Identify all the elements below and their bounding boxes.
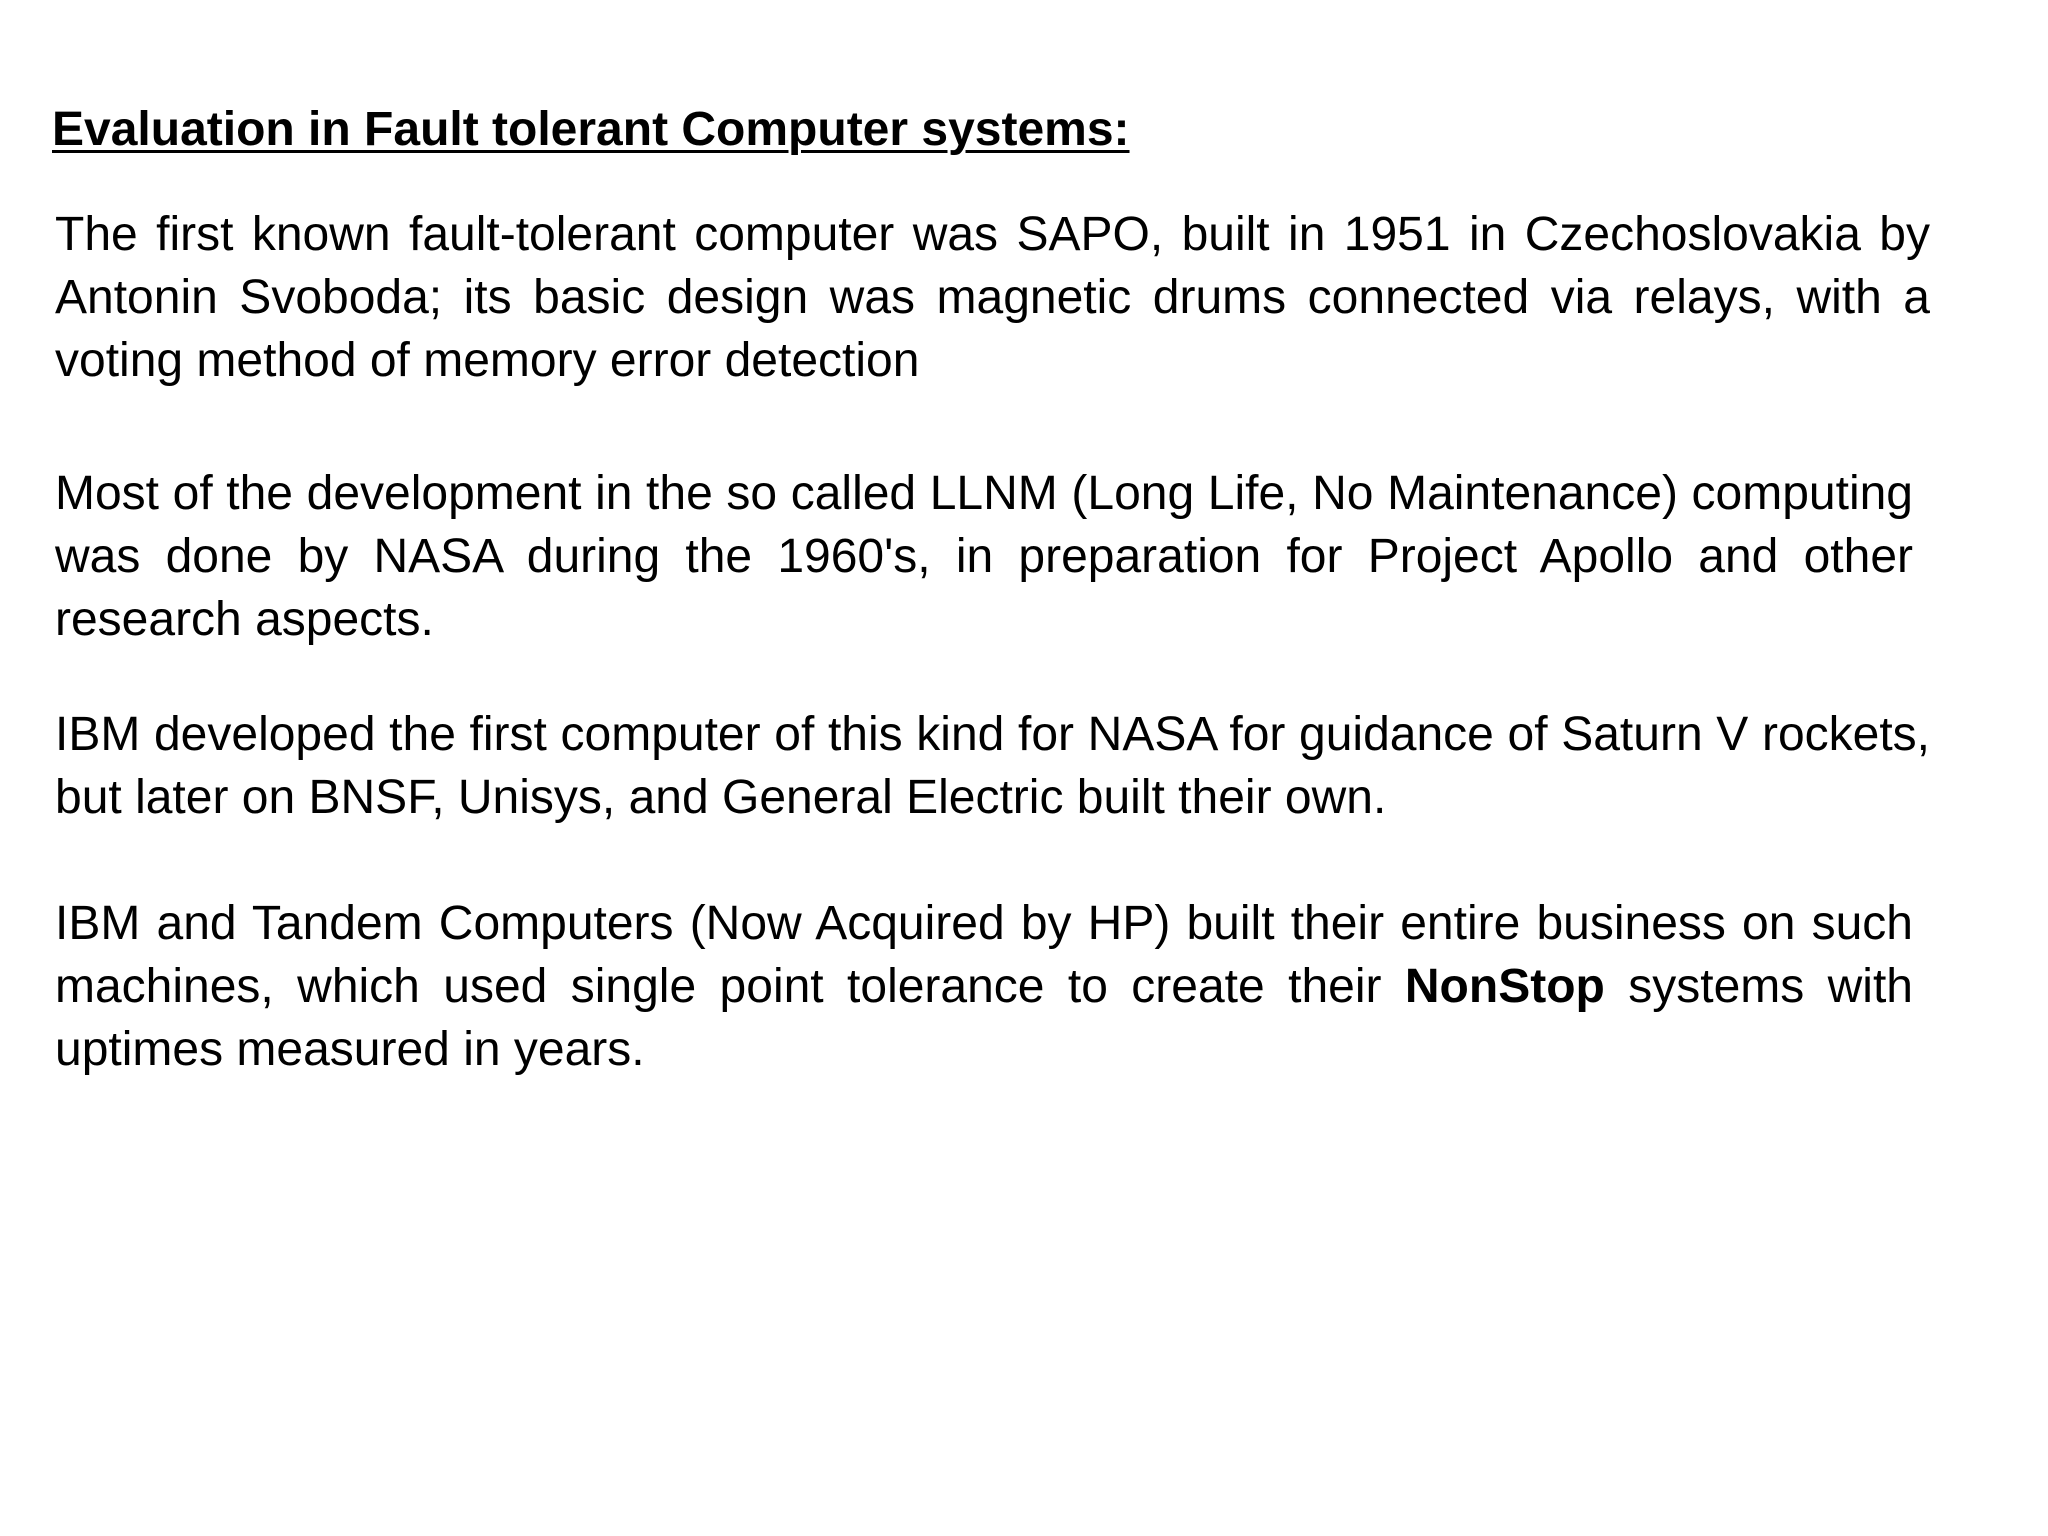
nonstop-bold-term: NonStop [1404, 960, 1605, 1013]
paragraph-text-before: IBM and Tandem Computers (Now Acquired by HP) built their entire business on such machines, which used single point tolerance to create their [55, 897, 1913, 1013]
paragraph-ibm-saturn: IBM developed the first computer of this kind for NASA for guidance of Saturn V rockets, but later on BNSF, Unisys, and General Electric built their own. [55, 708, 1930, 824]
paragraph-sapo: The first known fault-tolerant computer was SAPO, built in 1951 in Czechoslovakia by Antonin Svoboda; its basic design was magnetic drums connected via relays, with a voting method of memory error detection [55, 208, 1930, 387]
paragraph-text-after: systems with uptimes measured in years. [55, 960, 1914, 1076]
paragraph-tandem-nonstop [55, 892, 1913, 1081]
page-title: Evaluation in Fault tolerant Computer systems: [52, 103, 1130, 156]
paragraph-llnm-nasa: Most of the development in the so called LLNM (Long Life, No Maintenance) computing was done by NASA during the 1960's, in preparation for Project Apollo and other research aspects. [55, 467, 1913, 646]
